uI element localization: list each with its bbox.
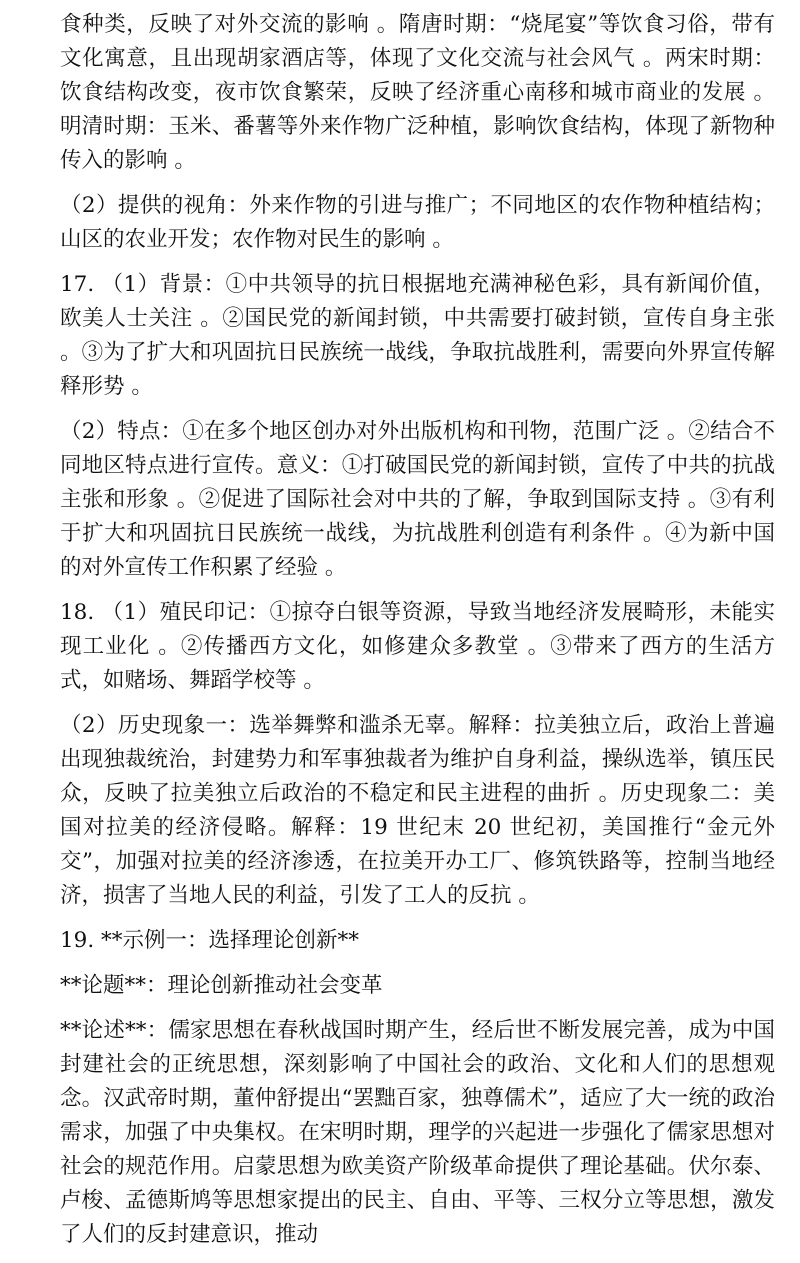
paragraph-19-topic — [60, 969, 775, 1003]
paragraph-16-2 — [60, 189, 775, 257]
paragraph-text: 食种类，反映了对外交流的影响 。隋唐时期：“烧尾宴”等饮食习俗，带有文化寓意，且出现胡家酒店等，体现了文化交流与社会风气 。两宋时期：饮食结构改变，夜市饮食繁荣，反映了经济重心南移和城市商业的发展 。明清时期：玉米、番薯等外来作物广泛种植，影响饮食结构，体现了新物种传入的影响 。 — [60, 12, 775, 173]
paragraph-18-1 — [60, 596, 775, 698]
paragraph-18-2 — [60, 709, 775, 913]
paragraph-text: 19. **示例一：选择理论创新** — [60, 928, 360, 953]
paragraph-text: **论述**：儒家思想在春秋战国时期产生，经后世不断发展完善，成为中国封建社会的正统思想，深刻影响了中国社会的政治、文化和人们的思想观念。汉武帝时期，董仲舒提出“罢黜百家，独尊儒术”，适应了大一统的政治需求，加强了中央集权。在宋明时期，理学的兴起进一步强化了儒家思想对社会的规范作用。启蒙思想为欧美资产阶级革命提供了理论基础。伏尔泰、卢梭、孟德斯鸠等思想家提出的民主、自由、平等、三权分立等思想，激发了人们的反封建意识，推动 — [60, 1018, 775, 1247]
paragraph-text: **论题**：理论创新推动社会变革 — [60, 973, 383, 998]
document-page — [60, 8, 775, 1263]
paragraph-17-1 — [60, 268, 775, 404]
paragraph-text: 17. （1）背景：①中共领导的抗日根据地充满神秘色彩，具有新闻价值，欧美人士关注 。②国民党的新闻封锁，中共需要打破封锁，宣传自身主张 。③为了扩大和巩固抗日民族统一战线，争取抗战胜利，需要向外界宣传解释形势 。 — [60, 272, 775, 399]
paragraph-19-heading — [60, 924, 775, 958]
paragraph-text: （2）历史现象一：选举舞弊和滥杀无辜。解释：拉美独立后，政治上普遍出现独裁统治，封建势力和军事独裁者为维护自身利益，操纵选举，镇压民众，反映了拉美独立后政治的不稳定和民主进程的曲折 。历史现象二：美国对拉美的经济侵略。解释：19 世纪末 20 世纪初，美国推行“金元外交”，加强对拉美的经济渗透，在拉美开办工厂、修筑铁路等，控制当地经济，损害了当地人民的利益，引发了工人的反抗 。 — [60, 713, 775, 908]
paragraph-17-2 — [60, 415, 775, 585]
paragraph-19-argument — [60, 1014, 775, 1252]
paragraph-food-history — [60, 8, 775, 178]
paragraph-text: （2）特点：①在多个地区创办对外出版机构和刊物，范围广泛 。②结合不同地区特点进行宣传。意义：①打破国民党的新闻封锁，宣传了中共的抗战主张和形象 。②促进了国际社会对中共的了解，争取到国际支持 。③有利于扩大和巩固抗日民族统一战线，为抗战胜利创造有利条件 。④为新中国的对外宣传工作积累了经验 。 — [60, 419, 775, 580]
paragraph-text: 18. （1）殖民印记：①掠夺白银等资源，导致当地经济发展畸形，未能实现工业化 。②传播西方文化，如修建众多教堂 。③带来了西方的生活方式，如赌场、舞蹈学校等 。 — [60, 600, 775, 693]
paragraph-text: （2）提供的视角：外来作物的引进与推广；不同地区的农作物种植结构；山区的农业开发；农作物对民生的影响 。 — [60, 193, 775, 252]
